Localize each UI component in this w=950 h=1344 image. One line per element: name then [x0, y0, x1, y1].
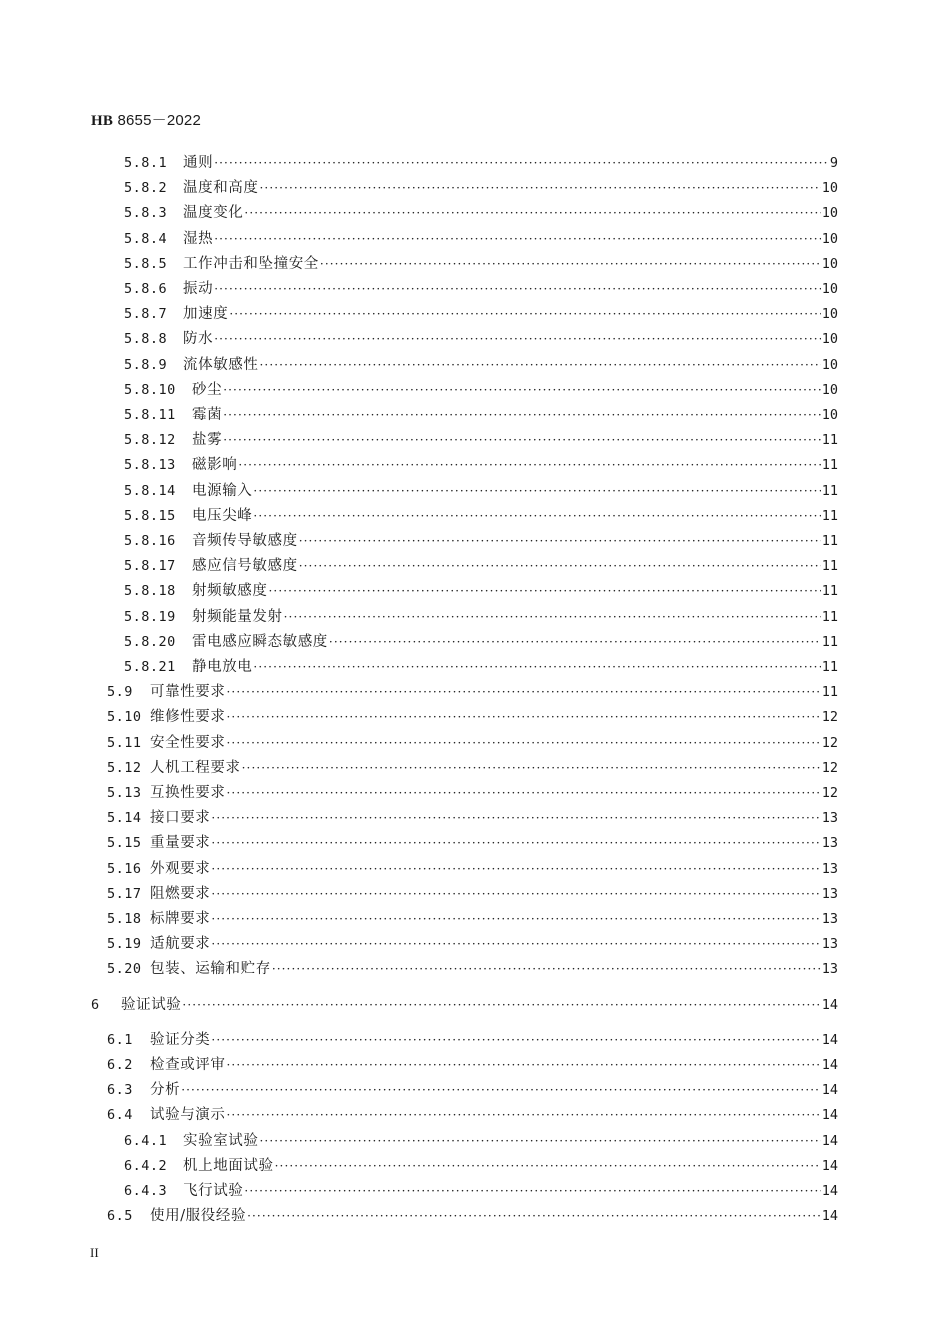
toc-entry-number: 5.8.1 [124, 155, 168, 171]
toc-leader-dots [227, 733, 821, 753]
toc-entry[interactable] [124, 229, 838, 249]
toc-entry-number: 5.8.18 [124, 583, 176, 599]
toc-entry-title: 分析 [150, 1082, 181, 1098]
toc-leader-dots [227, 1105, 821, 1125]
toc-entry-title: 工作冲击和坠撞安全 [183, 256, 319, 272]
toc-entry-page: 13 [821, 835, 838, 851]
toc-entry-number: 5.8.3 [124, 205, 168, 221]
toc-entry[interactable] [124, 380, 838, 400]
toc-entry-page: 13 [821, 936, 838, 952]
toc-entry[interactable] [107, 1206, 838, 1226]
toc-entry-title: 防水 [183, 331, 214, 347]
toc-leader-dots [227, 783, 821, 803]
toc-entry-page: 10 [821, 306, 838, 322]
toc-entry-number: 5.8.17 [124, 558, 176, 574]
toc-leader-dots [227, 682, 821, 702]
document-code [91, 109, 201, 130]
toc-entry-page: 11 [821, 609, 838, 625]
toc-leader-dots [269, 581, 821, 601]
toc-entry[interactable] [107, 909, 838, 929]
toc-leader-dots [329, 632, 821, 652]
toc-leader-dots [244, 1181, 820, 1201]
toc-entry-title: 重量要求 [150, 835, 211, 851]
toc-entry[interactable] [124, 581, 838, 601]
toc-leader-dots [223, 430, 821, 450]
toc-entry-page: 14 [821, 1032, 838, 1048]
toc-entry[interactable] [124, 531, 838, 551]
toc-entry-number: 5.10 [107, 709, 142, 725]
toc-entry-title: 标牌要求 [150, 911, 211, 927]
toc-leader-dots [182, 995, 820, 1015]
toc-entry-page: 10 [821, 231, 838, 247]
toc-entry-title: 音频传导敏感度 [192, 533, 298, 549]
toc-entry-number: 5.8.10 [124, 382, 176, 398]
toc-entry[interactable] [124, 304, 838, 324]
toc-leader-dots [253, 481, 820, 501]
toc-entry-number: 6.2 [107, 1057, 133, 1073]
toc-entry-number: 5.8.21 [124, 659, 176, 675]
toc-leader-dots [211, 859, 820, 879]
toc-entry[interactable] [124, 607, 838, 627]
toc-entry[interactable] [107, 783, 838, 803]
toc-entry-page: 11 [821, 432, 838, 448]
toc-entry-number: 5.8.16 [124, 533, 176, 549]
toc-entry[interactable] [107, 859, 838, 879]
toc-leader-dots [253, 657, 820, 677]
toc-leader-dots [284, 607, 821, 627]
toc-entry-page: 11 [821, 558, 838, 574]
toc-leader-dots [242, 758, 821, 778]
toc-entry-number: 5.8.9 [124, 357, 168, 373]
toc-leader-dots [260, 1131, 821, 1151]
toc-entry-number: 6.4.2 [124, 1158, 168, 1174]
toc-leader-dots [227, 1055, 821, 1075]
toc-entry-number: 5.8.20 [124, 634, 176, 650]
toc-entry-number: 5.8.15 [124, 508, 176, 524]
toc-entry-title: 感应信号敏感度 [192, 558, 298, 574]
toc-entry-page: 10 [821, 331, 838, 347]
toc-entry-page: 13 [821, 886, 838, 902]
toc-entry-title: 验证试验 [121, 997, 182, 1013]
toc-entry-number: 5.18 [107, 911, 142, 927]
toc-entry-title: 通则 [183, 155, 214, 171]
toc-leader-dots [223, 405, 821, 425]
toc-entry[interactable] [124, 405, 838, 425]
toc-entry-title: 电源输入 [192, 483, 253, 499]
toc-entry[interactable] [107, 884, 838, 904]
toc-leader-dots [214, 153, 829, 173]
toc-entry-page: 10 [821, 357, 838, 373]
toc-entry[interactable] [124, 430, 838, 450]
toc-entry[interactable] [124, 556, 838, 576]
toc-entry-page: 12 [821, 760, 838, 776]
toc-entry-title: 试验与演示 [150, 1107, 226, 1123]
toc-entry-title: 静电放电 [192, 659, 253, 675]
toc-entry[interactable] [107, 758, 838, 778]
toc-entry-number: 5.9 [107, 684, 133, 700]
toc-entry-number: 5.8.7 [124, 306, 168, 322]
toc-entry[interactable] [107, 833, 838, 853]
toc-entry-page: 11 [821, 483, 838, 499]
toc-leader-dots [211, 833, 820, 853]
toc-entry-page: 12 [821, 735, 838, 751]
toc-leader-dots [211, 934, 820, 954]
toc-entry-page: 14 [821, 1133, 838, 1149]
toc-leader-dots [320, 254, 821, 274]
toc-leader-dots [227, 707, 821, 727]
toc-entry-page: 13 [821, 810, 838, 826]
toc-entry[interactable] [107, 707, 838, 727]
toc-entry-title: 使用/服役经验 [150, 1208, 247, 1224]
toc-entry-page: 12 [821, 785, 838, 801]
toc-entry-title: 电压尖峰 [192, 508, 253, 524]
toc-entry[interactable] [124, 455, 838, 475]
toc-entry[interactable] [124, 254, 838, 274]
toc-entry-number: 5.8.11 [124, 407, 176, 423]
toc-entry[interactable] [124, 203, 838, 223]
toc-entry-number: 5.15 [107, 835, 142, 851]
toc-entry-number: 5.13 [107, 785, 142, 801]
toc-entry-title: 砂尘 [192, 382, 223, 398]
toc-entry-title: 验证分类 [150, 1032, 211, 1048]
toc-entry-page: 11 [821, 457, 838, 473]
toc-entry-title: 流体敏感性 [183, 357, 259, 373]
toc-entry[interactable] [107, 1105, 838, 1125]
toc-entry-number: 5.19 [107, 936, 142, 952]
toc-entry-title: 磁影响 [192, 457, 238, 473]
toc-entry-title: 人机工程要求 [150, 760, 241, 776]
toc-entry-number: 5.16 [107, 861, 142, 877]
toc-entry-title: 维修性要求 [150, 709, 226, 725]
toc-entry-number: 5.8.2 [124, 180, 168, 196]
toc-entry-page: 14 [821, 1158, 838, 1174]
toc-entry-number: 5.8.14 [124, 483, 176, 499]
toc-leader-dots [244, 203, 820, 223]
toc-entry-page: 11 [821, 583, 838, 599]
toc-entry[interactable] [124, 1156, 838, 1176]
toc-entry-page: 14 [821, 1107, 838, 1123]
toc-entry-page: 11 [821, 659, 838, 675]
toc-entry-title: 机上地面试验 [183, 1158, 274, 1174]
toc-leader-dots [272, 959, 821, 979]
toc-entry-title: 互换性要求 [150, 785, 226, 801]
toc-entry-number: 5.8.19 [124, 609, 176, 625]
toc-entry[interactable] [124, 481, 838, 501]
toc-entry[interactable] [107, 1055, 838, 1075]
toc-entry-title: 射频敏感度 [192, 583, 268, 599]
toc-entry[interactable] [107, 1080, 838, 1100]
standard-number: 8655－2022 [113, 112, 201, 129]
toc-leader-dots [211, 909, 820, 929]
toc-entry-page: 11 [821, 684, 838, 700]
toc-leader-dots [299, 531, 821, 551]
toc-entry[interactable] [107, 808, 838, 828]
toc-leader-dots [214, 279, 821, 299]
standard-prefix: HB [91, 113, 114, 129]
toc-entry[interactable] [124, 1131, 838, 1151]
toc-entry-number: 5.14 [107, 810, 142, 826]
toc-entry-title: 振动 [183, 281, 214, 297]
toc-leader-dots [181, 1080, 821, 1100]
toc-entry-number: 5.8.8 [124, 331, 168, 347]
toc-leader-dots [214, 329, 821, 349]
toc-entry-page: 10 [821, 256, 838, 272]
toc-entry-number: 6.4.3 [124, 1183, 168, 1199]
toc-entry-title: 适航要求 [150, 936, 211, 952]
toc-entry-page: 14 [821, 1057, 838, 1073]
toc-leader-dots [238, 455, 820, 475]
toc-entry-number: 6 [91, 997, 100, 1013]
toc-entry-page: 14 [821, 1208, 838, 1224]
toc-entry-page: 14 [821, 997, 838, 1013]
toc-entry-number: 6.1 [107, 1032, 133, 1048]
toc-entry-page: 14 [821, 1082, 838, 1098]
toc-entry-title: 安全性要求 [150, 735, 226, 751]
toc-leader-dots [211, 884, 820, 904]
toc-entry[interactable] [107, 733, 838, 753]
toc-entry-number: 5.12 [107, 760, 142, 776]
toc-entry-page: 11 [821, 508, 838, 524]
toc-entry-title: 外观要求 [150, 861, 211, 877]
toc-entry[interactable] [124, 279, 838, 299]
toc-leader-dots [214, 229, 821, 249]
toc-entry-page: 13 [821, 961, 838, 977]
toc-entry-title: 湿热 [183, 231, 214, 247]
toc-entry-number: 5.8.5 [124, 256, 168, 272]
toc-leader-dots [253, 506, 820, 526]
toc-entry-page: 11 [821, 634, 838, 650]
toc-entry-title: 温度变化 [183, 205, 244, 221]
toc-entry-page: 11 [821, 533, 838, 549]
toc-entry[interactable] [124, 153, 838, 173]
toc-entry[interactable] [107, 934, 838, 954]
toc-entry-number: 5.11 [107, 735, 142, 751]
toc-entry[interactable] [91, 995, 838, 1015]
toc-entry[interactable] [124, 506, 838, 526]
toc-entry-number: 5.8.12 [124, 432, 176, 448]
toc-entry[interactable] [124, 178, 838, 198]
toc-entry-page: 12 [821, 709, 838, 725]
toc-leader-dots [247, 1206, 821, 1226]
toc-entry-page: 9 [829, 155, 838, 171]
toc-entry[interactable] [124, 632, 838, 652]
toc-entry-title: 雷电感应瞬态敏感度 [192, 634, 328, 650]
toc-entry-number: 5.8.13 [124, 457, 176, 473]
toc-entry-page: 14 [821, 1183, 838, 1199]
toc-leader-dots [275, 1156, 821, 1176]
toc-entry-number: 6.3 [107, 1082, 133, 1098]
page-number: II [90, 1245, 99, 1260]
toc-leader-dots [211, 808, 820, 828]
toc-entry-page: 10 [821, 205, 838, 221]
toc-leader-dots [211, 1030, 820, 1050]
toc-entry-title: 盐雾 [192, 432, 223, 448]
toc-leader-dots [299, 556, 821, 576]
toc-entry-title: 接口要求 [150, 810, 211, 826]
toc-entry-title: 阻燃要求 [150, 886, 211, 902]
toc-entry-page: 10 [821, 180, 838, 196]
toc-entry-title: 飞行试验 [183, 1183, 244, 1199]
toc-entry-page: 13 [821, 861, 838, 877]
toc-leader-dots [260, 178, 821, 198]
toc-entry[interactable] [124, 1181, 838, 1201]
toc-entry-number: 6.4.1 [124, 1133, 168, 1149]
toc-entry[interactable] [107, 682, 838, 702]
toc-leader-dots [260, 355, 821, 375]
toc-entry-title: 温度和高度 [183, 180, 259, 196]
toc-leader-dots [223, 380, 821, 400]
toc-entry-page: 10 [821, 407, 838, 423]
toc-entry-title: 包装、运输和贮存 [150, 961, 271, 977]
toc-entry-number: 5.17 [107, 886, 142, 902]
toc-entry[interactable] [107, 959, 838, 979]
toc-entry-number: 5.20 [107, 961, 142, 977]
toc-entry[interactable] [124, 329, 838, 349]
toc-entry-title: 实验室试验 [183, 1133, 259, 1149]
toc-entry-page: 10 [821, 281, 838, 297]
toc-entry-title: 可靠性要求 [150, 684, 226, 700]
toc-entry-title: 射频能量发射 [192, 609, 283, 625]
toc-entry-title: 加速度 [183, 306, 229, 322]
toc-entry[interactable] [107, 1030, 838, 1050]
toc-entry-title: 检查或评审 [150, 1057, 226, 1073]
toc-leader-dots [229, 304, 820, 324]
toc-entry[interactable] [124, 355, 838, 375]
toc-entry-page: 10 [821, 382, 838, 398]
toc-entry-number: 5.8.6 [124, 281, 168, 297]
toc-entry-number: 5.8.4 [124, 231, 168, 247]
toc-entry[interactable] [124, 657, 838, 677]
toc-entry-page: 13 [821, 911, 838, 927]
toc-entry-title: 霉菌 [192, 407, 223, 423]
toc-entry-number: 6.5 [107, 1208, 133, 1224]
toc-entry-number: 6.4 [107, 1107, 133, 1123]
